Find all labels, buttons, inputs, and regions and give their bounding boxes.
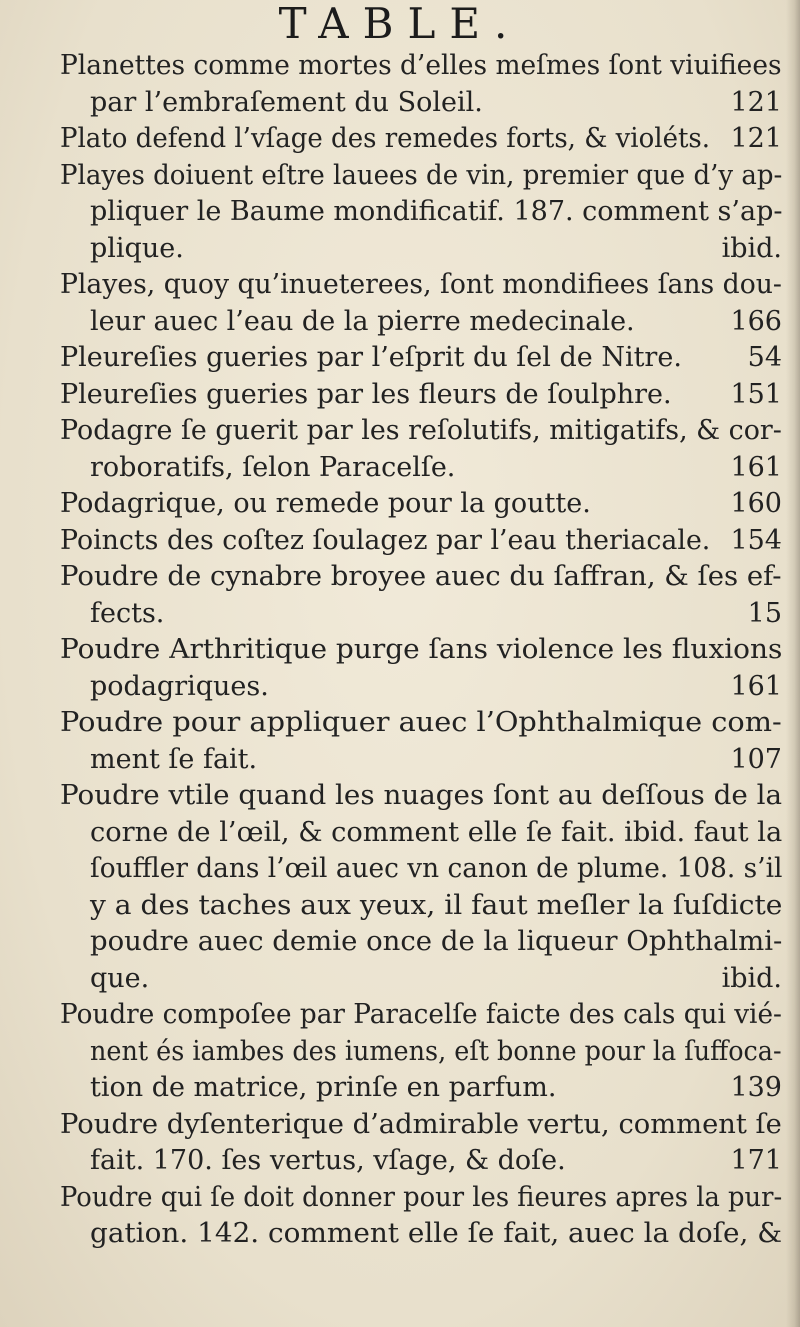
index-line-text: poudre auec demie once de la liqueur Ophthalmi- [90, 926, 783, 957]
index-line-text: Planettes comme mortes d’elles meſmes ſont viuifiees [60, 50, 782, 81]
index-line [60, 48, 782, 85]
index-line [60, 961, 782, 998]
index-line-text: Playes, quoy qu’inueterees, ſont mondifiees ſans dou- [60, 269, 782, 300]
page-reference: 121 [730, 86, 782, 118]
page-reference: 166 [730, 305, 782, 337]
index-line [60, 194, 782, 231]
page-reference: 161 [730, 451, 782, 483]
index-line [60, 632, 782, 669]
index-line-text: fects. [90, 597, 165, 629]
index-line-text: Poudre pour appliquer auec l’Ophthalmique com- [60, 707, 782, 738]
index-line-text: Podagrique, ou remede pour la goutte. [60, 488, 591, 519]
index-line-text: Poudre vtile quand les nuages ſont au deſſous de la [60, 780, 783, 811]
index-line-text: y a des taches aux yeux, il faut meſler la ſuſdicte [90, 889, 783, 921]
page-reference: 151 [730, 378, 782, 410]
index-line-text: Podagre ſe guerit par les reſolutifs, mitigatifs, & cor- [60, 415, 782, 446]
index-line [60, 523, 782, 560]
index-line-text: Poudre Arthritique purge ſans violence les fluxions [60, 634, 783, 665]
index-line [60, 85, 782, 122]
index-line-text: ment ſe fait. [90, 743, 258, 775]
index-line [60, 413, 782, 450]
index-line [60, 559, 782, 596]
index-line [60, 158, 782, 195]
index-line [60, 1107, 782, 1144]
index-line-text: Pleureſies gueries par les fleurs de ſoulphre. [60, 378, 672, 410]
index-line [60, 1070, 782, 1107]
index-line [60, 267, 782, 304]
index-line-text: pliquer le Baume mondificatif. 187. comment s’ap- [90, 196, 783, 227]
index-line [60, 851, 782, 888]
index-line [60, 705, 782, 742]
page-reference: 139 [730, 1072, 782, 1103]
index-line [60, 1180, 782, 1217]
index-line [60, 1216, 782, 1253]
index-line [60, 888, 782, 925]
index-line [60, 231, 782, 268]
page-reference: 171 [730, 1145, 782, 1176]
page-reference: 160 [730, 488, 782, 519]
index-line [60, 121, 782, 158]
index-line [60, 815, 782, 852]
index-line [60, 924, 782, 961]
index-line-text: gation. 142. comment elle ſe fait, auec la doſe, & [90, 1218, 783, 1249]
index-line-text: Poincts des coſtez ſoulagez par l’eau theriacale. [60, 524, 711, 556]
index-line [60, 450, 782, 487]
index-line [60, 778, 782, 815]
index-line [60, 340, 782, 377]
index-line [60, 486, 782, 523]
page-reference: 15 [747, 597, 782, 629]
page-reference: ibid. [721, 962, 782, 994]
index-line-text: fait. 170. ſes vertus, vſage, & doſe. [90, 1145, 566, 1176]
index-line-text: podagriques. [90, 670, 269, 702]
index-line [60, 1034, 782, 1071]
page-reference: 161 [730, 670, 782, 702]
index-line-text: roboratifs, ſelon Paracelſe. [90, 451, 456, 483]
page-reference: 54 [747, 342, 782, 373]
index-line-text: Playes doiuent eſtre lauees de vin, premier que d’y ap- [60, 159, 783, 191]
page-reference: 121 [730, 123, 782, 154]
index-line-text: Plato defend l’vſage des remedes forts, & violéts. [60, 123, 711, 154]
index-line-text: plique. [90, 232, 184, 264]
index-line [60, 1143, 782, 1180]
page-reference: 154 [730, 524, 782, 556]
index-line-text: Poudre de cynabre broyee auec du ſaffran, & ſes ef- [60, 561, 782, 592]
page-reference: ibid. [721, 232, 782, 264]
index-line-text: que. [90, 962, 150, 994]
index-line-text: leur auec l’eau de la pierre medecinale. [90, 305, 635, 337]
index-line [60, 669, 782, 706]
index-line-text: Poudre qui ſe doit donner pour les fieures apres la pur- [60, 1181, 783, 1213]
index-line [60, 304, 782, 341]
page-edge-shadow [786, 0, 800, 1327]
index-line-text: Poudre compoſee par Paracelſe faicte des cals qui vié- [60, 999, 782, 1030]
index-entries [60, 48, 782, 1253]
index-line-text: nent és iambes des iumens, eſt bonne pour la ſuffoca- [90, 1035, 782, 1067]
index-line-text: Poudre dyſenterique d’admirable vertu, comment ſe [60, 1108, 782, 1140]
page-header: TABLE. [278, 0, 522, 48]
index-line-text: tion de matrice, prinſe en parfum. [90, 1072, 557, 1103]
index-line [60, 377, 782, 414]
index-line-text: ſouffler dans l’œil auec vn canon de plume. 108. s’il [90, 853, 783, 884]
index-line-text: corne de l’œil, & comment elle ſe fait. ibid. faut la [90, 816, 783, 848]
index-line [60, 997, 782, 1034]
page-reference: 107 [730, 743, 782, 775]
index-line-text: Pleureſies gueries par l’eſprit du ſel de Nitre. [60, 342, 682, 373]
index-line [60, 742, 782, 779]
index-line-text: par l’embraſement du Soleil. [90, 86, 483, 118]
index-line [60, 596, 782, 633]
